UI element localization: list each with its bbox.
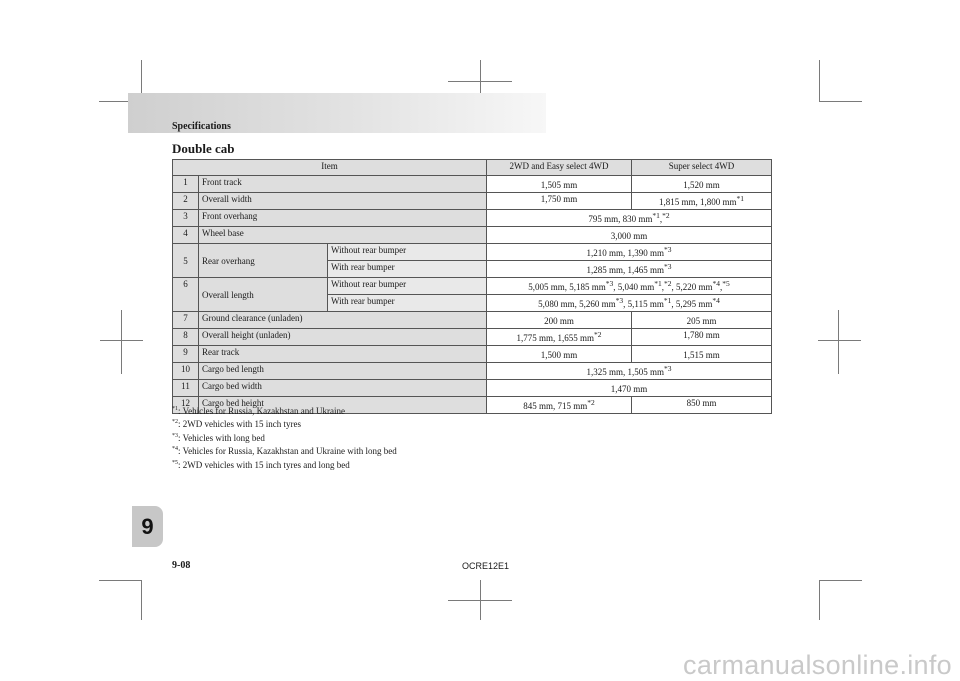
row-number: 1 xyxy=(173,176,199,193)
row-number: 12 xyxy=(173,397,199,414)
table-row xyxy=(173,176,772,193)
value-text: 5,005 mm, 5,185 mm xyxy=(528,282,606,292)
footnote-text: : Vehicles with long bed xyxy=(178,432,265,443)
cell-value: 1,520 mm xyxy=(632,176,772,193)
cell-value: 200 mm xyxy=(487,312,632,329)
cell-value xyxy=(487,363,772,380)
cell-value: 1,500 mm xyxy=(487,346,632,363)
footnote-mark: *3 xyxy=(664,364,672,373)
row-label: Cargo bed length xyxy=(199,363,487,380)
row-label: Rear overhang xyxy=(199,244,328,278)
cell-value: 850 mm xyxy=(632,397,772,414)
footnote-text: : 2WD vehicles with 15 inch tyres xyxy=(178,419,301,430)
row-label: Wheel base xyxy=(199,227,487,244)
value-text: 1,325 mm, 1,505 mm xyxy=(586,367,665,377)
footnote-mark: *3 xyxy=(605,279,614,288)
footnote xyxy=(172,458,397,471)
row-number: 7 xyxy=(173,312,199,329)
row-number: 3 xyxy=(173,210,199,227)
row-label: Front overhang xyxy=(199,210,487,227)
row-number: 6 xyxy=(173,278,199,312)
value-text: 845 mm, 715 mm xyxy=(523,401,588,411)
cell-value: 1,780 mm xyxy=(632,329,772,346)
footnote-mark: *2 xyxy=(662,211,670,220)
footnote xyxy=(172,444,397,457)
section-title: Specifications xyxy=(172,121,231,132)
cell-value xyxy=(487,278,772,295)
value-text: 1,815 mm, 1,800 mm xyxy=(659,197,737,207)
footnote-mark: *4 xyxy=(712,296,720,305)
footnote-mark: *2 xyxy=(172,419,178,426)
row-label: Rear track xyxy=(199,346,487,363)
footnote xyxy=(172,417,397,430)
table-row xyxy=(173,210,772,227)
page-number: 9-08 xyxy=(172,560,191,571)
table-header-row xyxy=(173,160,772,176)
cell-value xyxy=(487,261,772,278)
sub-label: Without rear bumper xyxy=(328,244,487,261)
row-number: 8 xyxy=(173,329,199,346)
row-number: 2 xyxy=(173,193,199,210)
footnote xyxy=(172,431,397,444)
cell-value: 1,515 mm xyxy=(632,346,772,363)
footnote-mark: *4 xyxy=(172,446,178,453)
value-text: 5,080 mm, 5,260 mm xyxy=(538,299,616,309)
table-row xyxy=(173,346,772,363)
footnote-mark: *1 xyxy=(663,296,672,305)
value-text: 1,210 mm, 1,390 mm xyxy=(586,248,665,258)
footnote-mark: *3 xyxy=(615,296,624,305)
row-label: Overall width xyxy=(199,193,487,210)
table-row xyxy=(173,329,772,346)
table-row xyxy=(173,278,772,295)
watermark: carmanualsonline.info xyxy=(683,650,952,680)
header-item: Item xyxy=(173,160,487,176)
footnote-mark: *4 xyxy=(712,279,721,288)
page-title: Double cab xyxy=(172,141,235,156)
row-label: Overall height (unladen) xyxy=(199,329,487,346)
footnote-text: : Vehicles for Russia, Kazakhstan and Ukraine with long bed xyxy=(178,446,397,457)
sub-label: Without rear bumper xyxy=(328,278,487,295)
sub-label: With rear bumper xyxy=(328,261,487,278)
chapter-tab: 9 xyxy=(132,506,163,547)
footnote-mark: *3 xyxy=(664,245,672,254)
cell-value xyxy=(487,295,772,312)
table-row xyxy=(173,193,772,210)
row-number: 9 xyxy=(173,346,199,363)
row-label: Front track xyxy=(199,176,487,193)
table-row xyxy=(173,244,772,261)
row-number: 11 xyxy=(173,380,199,397)
comma: , xyxy=(659,214,663,224)
cell-value: 1,750 mm xyxy=(487,193,632,210)
footnote-mark: *2 xyxy=(587,398,595,407)
cell-value xyxy=(487,210,772,227)
cell-value xyxy=(487,329,632,346)
value-text: , 5,040 mm xyxy=(613,282,655,292)
table-row xyxy=(173,312,772,329)
footnote-mark: *1 xyxy=(736,194,745,203)
sub-label: With rear bumper xyxy=(328,295,487,312)
footnote-text: : Vehicles for Russia, Kazakhstan and Ukraine xyxy=(178,406,346,416)
footnote-text: : 2WD vehicles with 15 inch tyres and long bed xyxy=(178,459,350,470)
cell-value xyxy=(632,193,772,210)
header-super-select: Super select 4WD xyxy=(632,160,772,176)
footnotes xyxy=(172,404,397,471)
value-text: , 5,115 mm xyxy=(623,299,664,309)
cell-value: 205 mm xyxy=(632,312,772,329)
footnote-mark: *5 xyxy=(172,459,178,466)
table-row xyxy=(173,227,772,244)
row-number: 5 xyxy=(173,244,199,278)
footnote-mark: *2 xyxy=(664,279,672,288)
row-number: 10 xyxy=(173,363,199,380)
comma: , xyxy=(661,282,665,292)
footnote-mark: *1 xyxy=(652,211,660,220)
row-label: Overall length xyxy=(199,278,328,312)
cell-value: 3,000 mm xyxy=(487,227,772,244)
value-text: , 5,295 mm xyxy=(671,299,713,309)
row-label: Ground clearance (unladen) xyxy=(199,312,487,329)
table-row xyxy=(173,363,772,380)
row-number: 4 xyxy=(173,227,199,244)
table-row xyxy=(173,380,772,397)
row-label: Cargo bed height xyxy=(199,397,487,414)
footnote xyxy=(172,404,397,417)
footnote-mark: *2 xyxy=(594,330,602,339)
comma: , xyxy=(720,282,723,292)
header-2wd: 2WD and Easy select 4WD xyxy=(487,160,632,176)
cell-value: 1,470 mm xyxy=(487,380,772,397)
value-text: 795 mm, 830 mm xyxy=(588,214,653,224)
footnote-mark: *1 xyxy=(654,279,662,288)
footnote-mark: *3 xyxy=(664,262,672,271)
row-label: Cargo bed width xyxy=(199,380,487,397)
cell-value: 1,505 mm xyxy=(487,176,632,193)
footnote-mark: *1 xyxy=(172,406,178,412)
value-text: 1,285 mm, 1,465 mm xyxy=(586,265,665,275)
document-code: OCRE12E1 xyxy=(462,561,510,571)
footnote-mark: *5 xyxy=(722,279,730,288)
spec-table xyxy=(172,159,772,414)
value-text: 1,775 mm, 1,655 mm xyxy=(516,333,595,343)
cell-value xyxy=(487,397,632,414)
footnote-mark: *3 xyxy=(172,432,178,439)
cell-value xyxy=(487,244,772,261)
value-text: , 5,220 mm xyxy=(671,282,713,292)
